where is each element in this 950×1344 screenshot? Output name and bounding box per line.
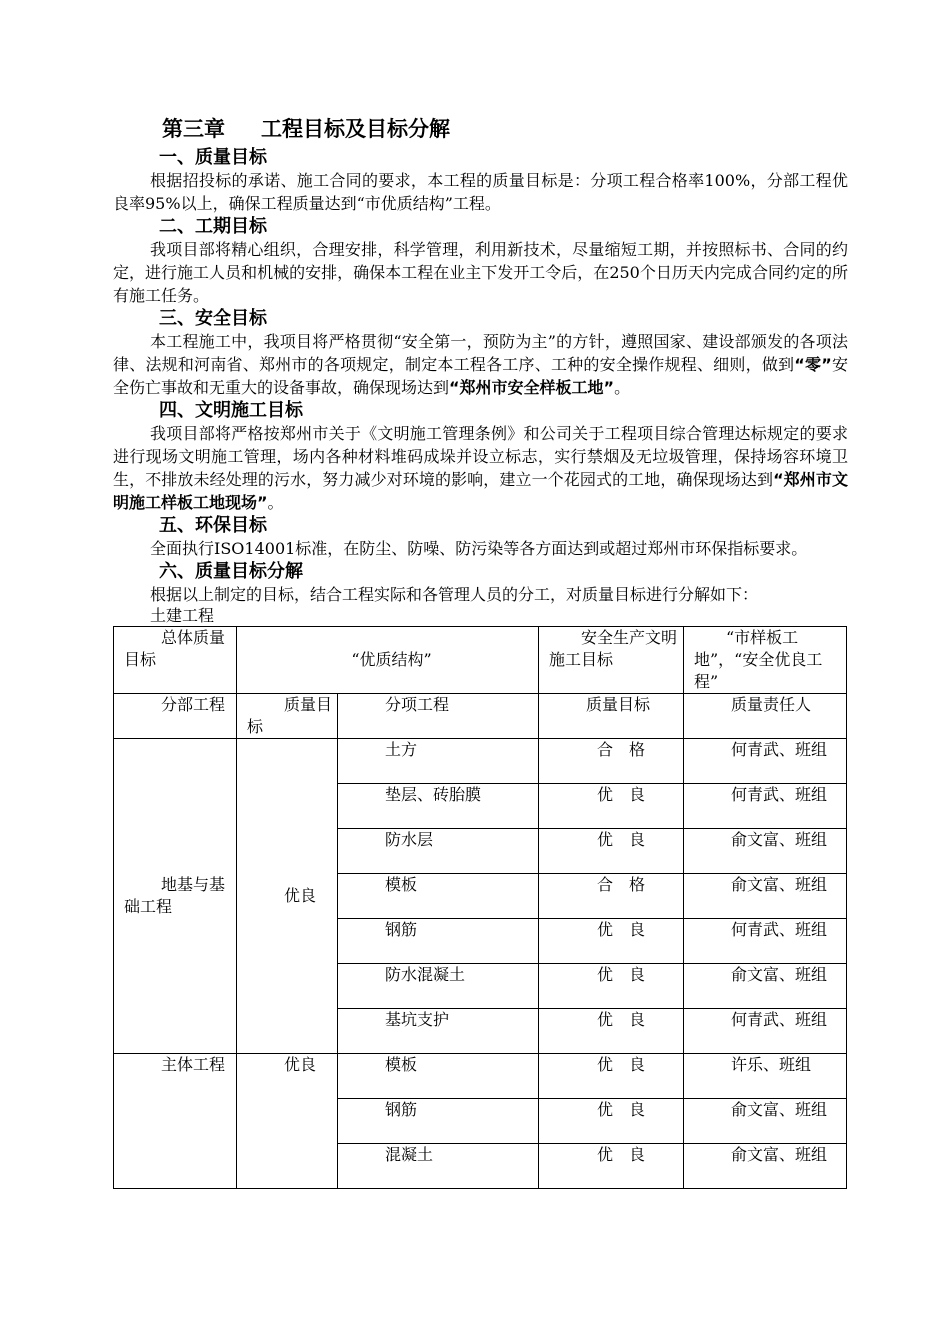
header-item: 分项工程 (338, 694, 539, 739)
section-heading-safety: 三、安全目标 (159, 308, 267, 329)
division-foundation: 地基与基础工程 (114, 739, 237, 1054)
section-heading-environment: 五、环保目标 (159, 515, 267, 536)
quality-cell: 优 良 (539, 829, 684, 874)
safety-goal-cell: 安全生产文明施工目标 (539, 627, 684, 694)
person-cell: 俞文富、班组 (684, 964, 847, 1009)
table-row (114, 1054, 847, 1099)
quality-cell: 优 良 (539, 919, 684, 964)
header-division-target: 质量目标 (237, 694, 338, 739)
person-cell: 何青武、班组 (684, 919, 847, 964)
safety-text-c: 。 (614, 378, 631, 397)
header-division: 分部工程 (114, 694, 237, 739)
item-cell: 模板 (338, 1054, 539, 1099)
safety-emphasis-zero: “零” (794, 355, 832, 374)
section-paragraph-environment: 全面执行ISO14001标准，在防尘、防噪、防污染等各方面达到或超过郑州市环保指标要求。 (150, 539, 808, 558)
item-cell: 垫层、砖胎膜 (338, 784, 539, 829)
civilized-emphasis: “郑州市文明施工样板工地现场” (113, 470, 848, 512)
section-heading-schedule: 二、工期目标 (159, 216, 267, 237)
person-cell: 俞文富、班组 (684, 1144, 847, 1189)
item-cell: 土方 (338, 739, 539, 784)
item-cell: 混凝土 (338, 1144, 539, 1189)
quality-cell: 优 良 (539, 1009, 684, 1054)
section-heading-quality: 一、质量目标 (159, 147, 267, 168)
table-header-row (114, 694, 847, 739)
civilized-text-b: 。 (267, 493, 284, 512)
quality-breakdown-table (113, 626, 847, 1189)
chapter-name: 工程目标及目标分解 (261, 117, 450, 141)
quality-cell: 优 良 (539, 964, 684, 1009)
header-quality: 质量目标 (539, 694, 684, 739)
quality-cell: 优 良 (539, 784, 684, 829)
document-page (113, 112, 848, 1189)
person-cell: 俞文富、班组 (684, 1099, 847, 1144)
safety-text-b: 安全伤亡事故和无重大的设备事故，确保现场达到 (113, 355, 848, 397)
table-row-overall (114, 627, 847, 694)
section-paragraph-civilized (113, 422, 848, 514)
table-row (114, 739, 847, 784)
overall-goal-cell: “优质结构” (237, 627, 539, 694)
person-cell: 何青武、班组 (684, 1009, 847, 1054)
item-cell: 钢筋 (338, 1099, 539, 1144)
person-cell: 何青武、班组 (684, 739, 847, 784)
division-main-target: 优良 (237, 1054, 338, 1189)
section-paragraph-quality: 根据招投标的承诺、施工合同的要求，本工程的质量目标是：分项工程合格率100%，分部工程优良率95%以上，确保工程质量达到“市优质结构”工程。 (113, 171, 848, 213)
section-paragraph-safety (113, 330, 848, 399)
header-person: 质量责任人 (684, 694, 847, 739)
item-cell: 防水混凝土 (338, 964, 539, 1009)
section-heading-breakdown: 六、质量目标分解 (159, 561, 303, 582)
section-heading-civilized: 四、文明施工目标 (159, 400, 303, 421)
chapter-title (162, 112, 848, 146)
item-cell: 模板 (338, 874, 539, 919)
quality-cell: 优 良 (539, 1054, 684, 1099)
quality-cell: 合 格 (539, 874, 684, 919)
civilized-text-a: 我项目部将严格按郑州市关于《文明施工管理条例》和公司关于工程项目综合管理达标规定的要求进行现场文明施工管理，场内各种材料堆码成垛并设立标志，实行禁烟及无垃圾管理，保持场容环境卫生，不排放未经处理的污水，努力减少对环境的影响，建立一个花园式的工地，确保现场达到 (113, 424, 848, 489)
item-cell: 钢筋 (338, 919, 539, 964)
person-cell: 俞文富、班组 (684, 874, 847, 919)
division-foundation-target: 优良 (237, 739, 338, 1054)
chapter-number: 第三章 (162, 117, 225, 141)
quality-cell: 优 良 (539, 1099, 684, 1144)
table-caption: 土建工程 (150, 606, 215, 625)
person-cell: 俞文富、班组 (684, 829, 847, 874)
quality-cell: 合 格 (539, 739, 684, 784)
person-cell: 许乐、班组 (684, 1054, 847, 1099)
person-cell: 何青武、班组 (684, 784, 847, 829)
sample-goal-cell: “市样板工地”，“安全优良工程” (684, 627, 847, 694)
safety-emphasis-site: “郑州市安全样板工地” (449, 378, 615, 397)
division-main: 主体工程 (114, 1054, 237, 1189)
item-cell: 基坑支护 (338, 1009, 539, 1054)
section-paragraph-breakdown: 根据以上制定的目标，结合工程实际和各管理人员的分工，对质量目标进行分解如下： (150, 585, 759, 604)
section-paragraph-schedule: 我项目部将精心组织，合理安排，科学管理，利用新技术，尽量缩短工期，并按照标书、合同的约定，进行施工人员和机械的安排，确保本工程在业主下发开工令后，在250个日历天内完成合同约定的所有施工任务。 (113, 240, 848, 305)
safety-text-a: 本工程施工中，我项目将严格贯彻“安全第一，预防为主”的方针，遵照国家、建设部颁发的各项法律、法规和河南省、郑州市的各项规定，制定本工程各工序、工种的安全操作规程、细则，做到 (113, 332, 848, 374)
overall-label-cell: 总体质量目标 (114, 627, 237, 694)
quality-cell: 优 良 (539, 1144, 684, 1189)
item-cell: 防水层 (338, 829, 539, 874)
